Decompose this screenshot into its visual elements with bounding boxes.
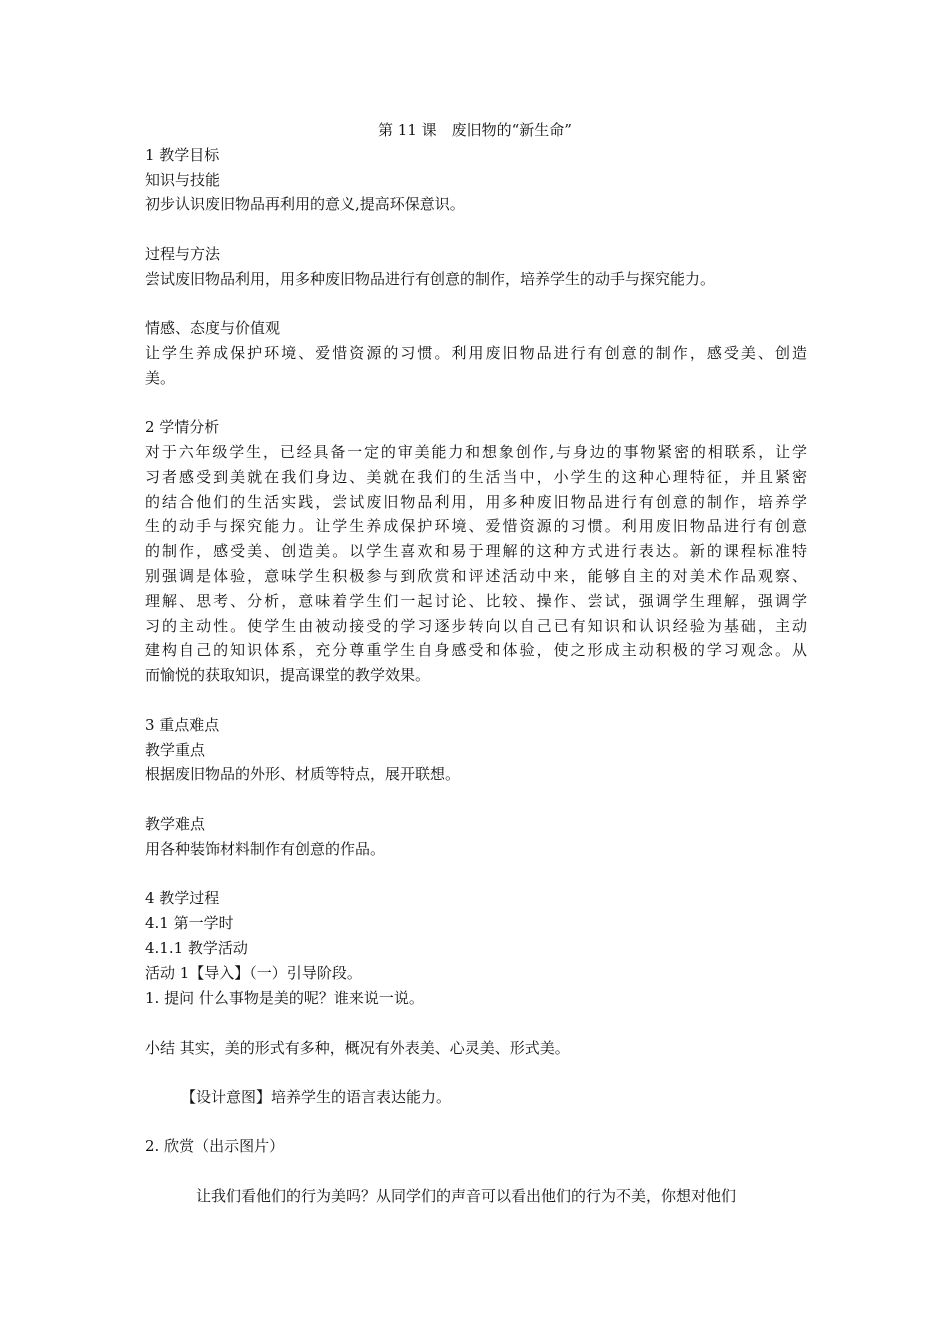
- paragraph-last-line: 让我们看他们的行为美吗？从同学们的声音可以看出他们的行为不美，你想对他们: [196, 1187, 737, 1205]
- section-heading-key-points: 3 重点难点: [145, 716, 220, 734]
- analysis-line: 的结合他们的生活实践，尝试废旧物品利用，用多种废旧物品进行有创意的制作，培养学: [145, 493, 807, 511]
- analysis-line: 习者感受到美就在我们身边、美就在我们的生活当中，小学生的这种心理特征，并且紧密: [145, 468, 807, 486]
- page-title: 第 11 课 废旧物的“新生命”: [378, 121, 572, 139]
- paragraph-emotion-values-line: 美。: [145, 369, 176, 387]
- analysis-line: 习的主动性。使学生由被动接受的学习逐步转向以自己已有知识和认识经验为基础，主动: [145, 617, 807, 635]
- analysis-line: 而愉悦的获取知识，提高课堂的教学效果。: [145, 666, 431, 684]
- analysis-line: 建构自己的知识体系，充分尊重学生自身感受和体验，使之形成主动积极的学习观念。从: [145, 641, 807, 659]
- section-heading-analysis: 2 学情分析: [145, 418, 220, 436]
- subheading-process-method: 过程与方法: [145, 245, 221, 263]
- summary-text: 小结 其实，美的形式有多种，概况有外表美、心灵美、形式美。: [145, 1039, 570, 1057]
- analysis-line: 生的动手与探究能力。让学生养成保护环境、爱惜资源的习惯。利用废旧物品进行有创意: [145, 517, 807, 535]
- subheading-emotion-values: 情感、态度与价值观: [145, 319, 281, 337]
- paragraph-teaching-focus: 根据废旧物品的外形、材质等特点，展开联想。: [145, 765, 461, 783]
- subheading-teaching-activity: 4.1.1 教学活动: [145, 939, 248, 957]
- activity-title: 活动 1【导入】（一）引导阶段。: [145, 964, 362, 982]
- analysis-line: 别强调是体验，意味学生积极参与到欣赏和评述活动中来，能够自主的对美术作品观察、: [145, 567, 807, 585]
- list-item-question: 1. 提问 什么事物是美的呢？谁来说一说。: [145, 989, 424, 1007]
- paragraph-knowledge-skills: 初步认识废旧物品再利用的意义,提高环保意识。: [145, 195, 465, 213]
- section-heading-objectives: 1 教学目标: [145, 146, 220, 164]
- subheading-teaching-focus: 教学重点: [145, 741, 206, 759]
- analysis-line: 对于六年级学生，已经具备一定的审美能力和想象创作,与身边的事物紧密的相联系，让学: [145, 443, 807, 461]
- subheading-knowledge-skills: 知识与技能: [145, 171, 221, 189]
- analysis-line: 理解、思考、分析，意味着学生们一起讨论、比较、操作、尝试，强调学生理解，强调学: [145, 592, 807, 610]
- section-heading-process: 4 教学过程: [145, 889, 220, 907]
- subheading-teaching-difficulty: 教学难点: [145, 815, 206, 833]
- design-intent-text: 【设计意图】培养学生的语言表达能力。: [181, 1088, 452, 1106]
- paragraph-process-method: 尝试废旧物品利用，用多种废旧物品进行有创意的制作，培养学生的动手与探究能力。: [145, 270, 716, 288]
- analysis-line: 的制作，感受美、创造美。以学生喜欢和易于理解的这种方式进行表达。新的课程标准特: [145, 542, 807, 560]
- paragraph-teaching-difficulty: 用各种装饰材料制作有创意的作品。: [145, 840, 386, 858]
- list-item-appreciation: 2. 欣赏（出示图片）: [145, 1137, 285, 1155]
- paragraph-emotion-values-line: 让学生养成保护环境、爱惜资源的习惯。利用废旧物品进行有创意的制作，感受美、创造: [145, 344, 807, 362]
- subheading-first-period: 4.1 第一学时: [145, 914, 234, 932]
